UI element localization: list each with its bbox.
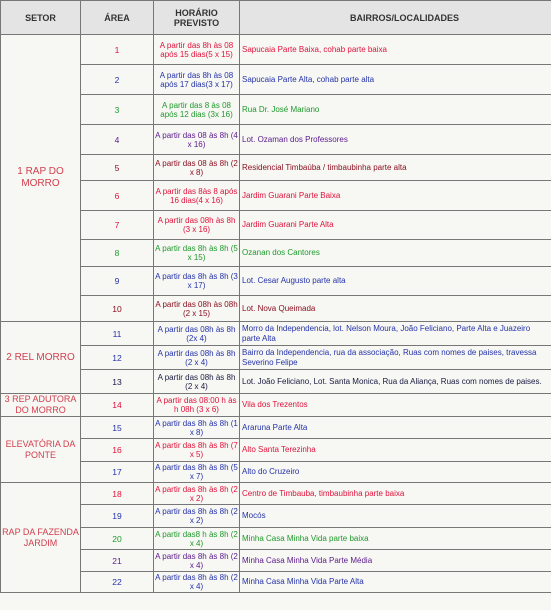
bairros-cell: Minha Casa Minha Vida Parte Alta [240, 572, 551, 593]
header-setor: SETOR [1, 1, 81, 35]
table-row [1, 95, 551, 125]
horario-cell: A partir das 8h às 08 após 17 dias(3 x 17) [154, 65, 240, 95]
table-row [1, 417, 551, 439]
bairros-cell: Mocós [240, 505, 551, 528]
table-row [1, 240, 551, 267]
area-cell: 16 [81, 439, 154, 462]
bairros-cell: Centro de Timbauba, timbaubinha parte baixa [240, 483, 551, 505]
area-cell: 4 [81, 125, 154, 155]
bairros-cell: Residencial Timbaúba / timbaubinha parte alta [240, 155, 551, 181]
bairros-cell: Sapucaia Parte Baixa, cohab parte baixa [240, 35, 551, 65]
area-cell: 8 [81, 240, 154, 267]
table-row [1, 439, 551, 462]
table-row [1, 65, 551, 95]
bairros-cell: Bairro da Independencia, rua da associação, Ruas com nomes de paises, travessa Severino Felipe [240, 346, 551, 370]
bairros-cell: Rua Dr. José Mariano [240, 95, 551, 125]
area-cell: 7 [81, 211, 154, 240]
bairros-cell: Alto do Cruzeiro [240, 462, 551, 483]
horario-cell: A partir das 08h às 08h (2 x 15) [154, 296, 240, 322]
area-cell: 13 [81, 370, 154, 394]
area-cell: 14 [81, 394, 154, 417]
area-cell: 21 [81, 550, 154, 572]
table-row [1, 550, 551, 572]
horario-cell: A partir das 8h às 8h (2 x 2) [154, 505, 240, 528]
area-cell: 22 [81, 572, 154, 593]
area-cell: 3 [81, 95, 154, 125]
table-row [1, 370, 551, 394]
bairros-cell: Vila dos Trezentos [240, 394, 551, 417]
horario-cell: A partir das 8h às 8h (2 x 4) [155, 573, 238, 591]
table-row [1, 462, 551, 483]
horario-cell: A partir das 8h às 8h (1 x 8) [155, 418, 238, 437]
bairros-cell: Alto Santa Terezinha [240, 439, 551, 462]
area-cell: 18 [81, 483, 154, 505]
table-row [1, 211, 551, 240]
table-row [1, 35, 551, 65]
sector-cell: 2 REL MORRO [1, 322, 81, 394]
table-row [1, 483, 551, 505]
table-row [1, 125, 551, 155]
table-row [1, 155, 551, 181]
bairros-cell: Lot. Ozaman dos Professores [240, 125, 551, 155]
area-cell: 6 [81, 181, 154, 211]
horario-cell: A partir das 8 às 08 após 12 dias (3x 16) [154, 95, 240, 125]
area-cell: 1 [81, 35, 154, 65]
area-cell: 2 [81, 65, 154, 95]
area-cell: 17 [81, 462, 154, 483]
horario-cell: A partir das 08h às 8h (2 x 4) [154, 346, 240, 370]
sector-cell: 3 REP ADUTORA DO MORRO [1, 394, 81, 417]
area-cell: 19 [81, 505, 154, 528]
bairros-cell: Jardim Guarani Parte Baixa [240, 181, 551, 211]
table-row [1, 505, 551, 528]
bairros-cell: Ozanan dos Cantores [240, 240, 551, 267]
header-row [1, 1, 551, 35]
area-cell: 12 [81, 346, 154, 370]
bairros-cell: Sapucaia Parte Alta, cohab parte alta [240, 65, 551, 95]
header-area: ÁREA [81, 1, 154, 35]
bairros-cell: Minha Casa Minha Vida Parte Média [240, 550, 551, 572]
horario-cell: A partir das 8h às 08 após 15 dias(5 x 15) [154, 35, 240, 65]
bairros-cell: Lot. João Feliciano, Lot. Santa Monica, Rua da Aliança, Ruas com nomes de paises. [240, 370, 551, 394]
area-cell: 9 [81, 267, 154, 296]
table-row [1, 322, 551, 346]
horario-cell: A partir das 8às 8 após 16 dias(4 x 16) [154, 181, 240, 211]
horario-cell: A partir das 08h às 8h (2 x 4) [154, 370, 240, 394]
bairros-cell: Lot. Cesar Augusto parte alta [240, 267, 551, 296]
table-row [1, 296, 551, 322]
bairros-cell: Lot. Nova Queimada [240, 296, 551, 322]
horario-cell: A partir das 08h às 8h (3 x 16) [154, 211, 240, 240]
table-row [1, 267, 551, 296]
horario-cell: A partir das 8h às 8h (7 x 5) [154, 439, 240, 462]
area-cell: 20 [81, 528, 154, 550]
area-cell: 5 [81, 155, 154, 181]
bairros-cell: Minha Casa Minha Vida parte baixa [240, 528, 551, 550]
sector-cell: 1 RAP DO MORRO [1, 35, 81, 322]
bairros-cell: Araruna Parte Alta [240, 417, 551, 439]
table-row [1, 394, 551, 417]
sector-cell: ELEVATÓRIA DA PONTE [1, 417, 81, 483]
horario-cell: A partir das 8h às 8h (2 x 4) [155, 551, 238, 570]
bairros-cell: Morro da Independencia, lot. Nelson Moura, João Feliciano, Parte Alta e Juazeiro parte Alta [240, 322, 551, 346]
horario-cell: A partir das 08h às 8h (2x 4) [154, 322, 240, 346]
horario-cell: A partir das 8h às 8h (5 x 15) [154, 240, 240, 267]
area-cell: 10 [81, 296, 154, 322]
table-row [1, 572, 551, 593]
horario-cell: A partir das 08 às 8h (2 x 8) [154, 155, 240, 181]
table-row [1, 528, 551, 550]
table-row [1, 181, 551, 211]
horario-cell: A partir das 8h às 8h (2 x 2) [155, 484, 238, 503]
table-body [1, 35, 551, 593]
area-cell: 11 [81, 322, 154, 346]
horario-cell: A partir das 8h às 8h (5 x 7) [155, 463, 238, 481]
horario-cell: A partir das8 h às 8h (2 x 4) [155, 529, 238, 548]
area-cell: 15 [81, 417, 154, 439]
horario-cell: A partir das 08 às 8h (4 x 16) [154, 125, 240, 155]
header-horario: HORÁRIO PREVISTO [154, 1, 240, 35]
header-bairros: BAIRROS/LOCALIDADES [240, 1, 551, 35]
bairros-cell: Jardim Guarani Parte Alta [240, 211, 551, 240]
sector-cell: RAP DA FAZENDA JARDIM [1, 483, 81, 593]
table-row [1, 346, 551, 370]
horario-cell: A partir das 8h às 8h (3 x 17) [154, 267, 240, 296]
horario-cell: A partir das 08:00 h às h 08h (3 x 6) [154, 394, 240, 417]
